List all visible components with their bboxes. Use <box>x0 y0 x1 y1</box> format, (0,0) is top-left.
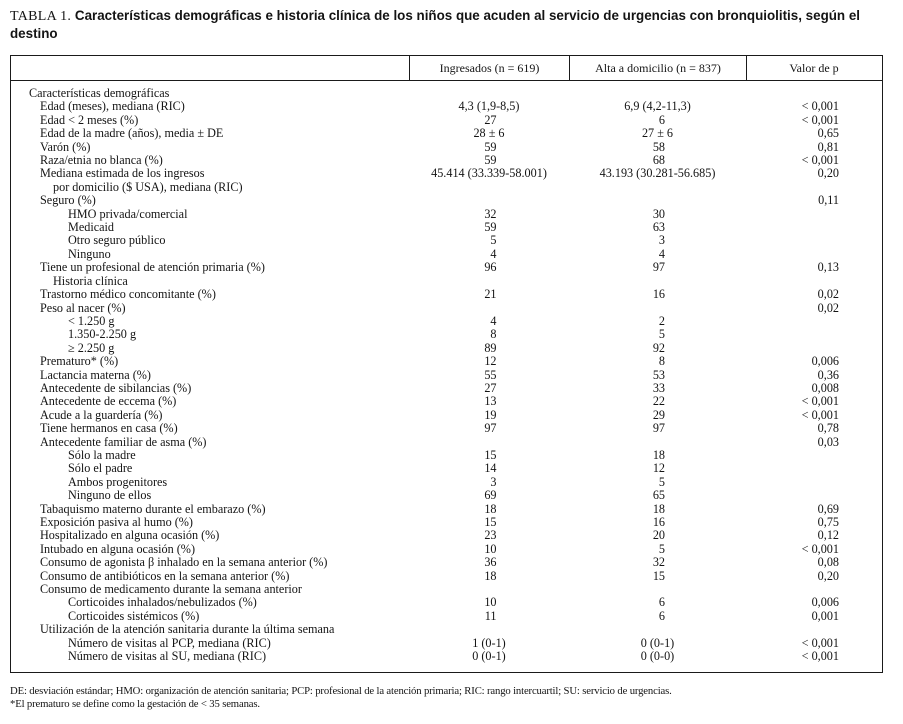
p-value: 0,008 <box>811 380 839 395</box>
p-value: 0,02 <box>817 300 839 315</box>
p-value: 0,006 <box>811 595 839 610</box>
row-label: Edad (meses), mediana (RIC) <box>40 99 185 114</box>
row-label: Antecedente de sibilancias (%) <box>40 380 192 395</box>
p-value <box>746 583 881 596</box>
row-label: Número de visitas al SU, mediana (RIC) <box>68 649 267 664</box>
value-ingresados: 3 <box>490 474 497 489</box>
table-row <box>11 181 882 194</box>
p-value <box>746 449 881 462</box>
table-row <box>11 476 882 489</box>
value-ingresados: 69 <box>484 488 497 503</box>
value-alta-domicilio: 32 <box>652 555 665 570</box>
row-label: Ninguno <box>68 246 111 261</box>
row-label: ≥ 2.250 g <box>68 340 115 355</box>
value-alta-domicilio: 53 <box>652 367 665 382</box>
value-alta-domicilio: 29 <box>652 407 665 422</box>
p-value <box>746 234 881 247</box>
p-value: < 0,001 <box>801 635 839 650</box>
row-label: Historia clínica <box>53 273 128 288</box>
row-label: por domicilio ($ USA), mediana (RIC) <box>53 179 243 194</box>
table-row <box>11 342 882 355</box>
value-alta-domicilio: 63 <box>652 220 665 235</box>
value-ingresados: 4,3 (1,9-8,5) <box>458 99 520 114</box>
table-row <box>11 194 882 207</box>
value-alta-domicilio: 65 <box>652 488 665 503</box>
demographics-table <box>10 55 883 673</box>
table-row <box>11 462 882 475</box>
p-value: 0,36 <box>817 367 839 382</box>
row-label: HMO privada/comercial <box>68 206 188 221</box>
table-number-label: TABLA 1. <box>10 9 72 24</box>
value-alta-domicilio: 6 <box>658 112 665 127</box>
value-alta-domicilio <box>569 623 746 636</box>
row-label: Acude a la guardería (%) <box>40 407 163 422</box>
p-value <box>746 315 881 328</box>
p-value <box>746 489 881 502</box>
value-ingresados: 10 <box>484 595 497 610</box>
row-label: 1.350-2.250 g <box>68 327 137 342</box>
value-ingresados: 5 <box>490 233 497 248</box>
row-label: Medicaid <box>68 220 115 235</box>
value-ingresados <box>409 623 569 636</box>
value-alta-domicilio: 43.193 (30.281-56.685) <box>599 166 716 181</box>
p-value: < 0,001 <box>801 541 839 556</box>
p-value: 0,03 <box>817 434 839 449</box>
table-row <box>11 409 882 422</box>
value-ingresados: 8 <box>490 327 497 342</box>
value-alta-domicilio: 30 <box>652 206 665 221</box>
table-row <box>11 154 882 167</box>
p-value: < 0,001 <box>801 649 839 664</box>
table-row <box>11 234 882 247</box>
value-alta-domicilio: 2 <box>658 313 665 328</box>
value-ingresados <box>409 275 569 288</box>
p-value <box>746 181 881 194</box>
value-alta-domicilio: 58 <box>652 139 665 154</box>
table-title <box>10 8 883 42</box>
row-label: Ambos progenitores <box>68 474 168 489</box>
p-value: 0,20 <box>817 568 839 583</box>
row-label: Número de visitas al PCP, mediana (RIC) <box>68 635 271 650</box>
column-header-alta-domicilio: Alta a domicilio (n = 837) <box>569 56 746 80</box>
value-ingresados: 59 <box>484 220 497 235</box>
table-header-row <box>11 55 882 81</box>
p-value <box>746 462 881 475</box>
table-row <box>11 610 882 623</box>
value-alta-domicilio <box>569 194 746 207</box>
value-ingresados: 12 <box>484 354 497 369</box>
row-label: < 1.250 g <box>68 313 115 328</box>
value-alta-domicilio <box>569 87 746 100</box>
p-value <box>746 87 881 100</box>
value-ingresados <box>409 436 569 449</box>
value-ingresados: 18 <box>484 501 497 516</box>
value-ingresados: 0 (0-1) <box>472 649 506 664</box>
table-row <box>11 650 882 663</box>
value-alta-domicilio: 3 <box>658 233 665 248</box>
table-row <box>11 114 882 127</box>
p-value: < 0,001 <box>801 112 839 127</box>
value-ingresados: 15 <box>484 515 497 529</box>
row-label: Hospitalizado en alguna ocasión (%) <box>40 528 220 543</box>
value-alta-domicilio: 6 <box>658 608 665 623</box>
p-value <box>746 248 881 261</box>
table-row <box>11 275 882 288</box>
p-value: 0,20 <box>817 166 839 181</box>
value-ingresados: 15 <box>484 447 497 462</box>
value-alta-domicilio: 16 <box>652 287 665 302</box>
value-alta-domicilio: 0 (0-1) <box>640 635 675 650</box>
value-ingresados: 11 <box>484 608 497 623</box>
value-ingresados: 96 <box>484 260 497 275</box>
value-ingresados: 97 <box>484 421 497 436</box>
p-value <box>746 623 881 636</box>
value-alta-domicilio: 6,9 (4,2-11,3) <box>624 99 691 114</box>
table-row <box>11 395 882 408</box>
p-value: < 0,001 <box>801 407 839 422</box>
table-row <box>11 302 882 315</box>
table-row <box>11 503 882 516</box>
value-alta-domicilio: 5 <box>658 541 665 556</box>
value-ingresados: 10 <box>484 541 497 556</box>
value-ingresados: 45.414 (33.339-58.001) <box>431 166 547 181</box>
table-row <box>11 369 882 382</box>
value-alta-domicilio <box>569 436 746 449</box>
value-ingresados <box>409 302 569 315</box>
row-label: Varón (%) <box>40 139 91 154</box>
table-row <box>11 623 882 636</box>
footnotes <box>10 685 883 710</box>
value-alta-domicilio: 0 (0-0) <box>640 649 675 664</box>
row-label: Tiene hermanos en casa (%) <box>40 421 178 436</box>
table-row <box>11 167 882 180</box>
table-row <box>11 529 882 542</box>
table-row <box>11 570 882 583</box>
row-label: Corticoides sistémicos (%) <box>68 608 200 623</box>
row-label: Utilización de la atención sanitaria durante la última semana <box>40 622 335 637</box>
p-value: < 0,001 <box>801 99 839 114</box>
p-value: 0,006 <box>811 354 839 369</box>
value-ingresados <box>409 87 569 100</box>
table-row <box>11 208 882 221</box>
value-alta-domicilio: 12 <box>652 461 665 476</box>
value-ingresados: 27 <box>484 112 497 127</box>
row-label: Intubado en alguna ocasión (%) <box>40 541 195 556</box>
table-title-text: Características demográficas e historia clínica de los niños que acuden al servicio de urgencias con bronquiolitis, según el destino <box>10 8 860 41</box>
p-value <box>746 208 881 221</box>
value-alta-domicilio: 18 <box>652 447 665 462</box>
p-value: 0,78 <box>817 421 839 436</box>
p-value: < 0,001 <box>801 153 839 168</box>
p-value: 0,02 <box>817 287 839 302</box>
value-ingresados: 55 <box>484 367 497 382</box>
p-value <box>746 342 881 355</box>
table-row <box>11 221 882 234</box>
table-row <box>11 127 882 140</box>
table-row <box>11 328 882 341</box>
p-value: 0,11 <box>818 193 839 208</box>
value-alta-domicilio: 27 ± 6 <box>641 126 674 141</box>
p-value: < 0,001 <box>801 394 839 409</box>
row-label: Seguro (%) <box>40 193 96 208</box>
value-ingresados <box>409 194 569 207</box>
row-label: Consumo de medicamento durante la semana anterior <box>40 582 302 597</box>
value-ingresados: 32 <box>484 206 497 221</box>
table-row <box>11 288 882 301</box>
value-alta-domicilio: 20 <box>652 528 665 543</box>
p-value: 0,13 <box>817 260 839 275</box>
table-row <box>11 422 882 435</box>
table-row <box>11 543 882 556</box>
value-alta-domicilio: 16 <box>652 515 665 529</box>
value-alta-domicilio <box>569 302 746 315</box>
row-label: Antecedente de eccema (%) <box>40 394 177 409</box>
row-label: Sólo la madre <box>68 447 136 462</box>
row-label: Edad de la madre (años), media ± DE <box>40 126 224 141</box>
value-alta-domicilio <box>569 181 746 194</box>
table-row <box>11 583 882 596</box>
table-row <box>11 141 882 154</box>
value-alta-domicilio: 68 <box>652 153 665 168</box>
row-label: Consumo de agonista β inhalado en la semana anterior (%) <box>40 555 328 570</box>
table-row <box>11 449 882 462</box>
p-value: 0,001 <box>811 608 839 623</box>
p-value <box>746 328 881 341</box>
row-label: Consumo de antibióticos en la semana anterior (%) <box>40 568 290 583</box>
table-row <box>11 436 882 449</box>
table-row <box>11 100 882 113</box>
value-ingresados: 28 ± 6 <box>473 126 505 141</box>
table-row <box>11 382 882 395</box>
value-alta-domicilio: 5 <box>658 474 665 489</box>
value-ingresados: 23 <box>484 528 497 543</box>
footnote-abbreviations: DE: desviación estándar; HMO: organización de atención sanitaria; PCP: profesional de la atención primaria; RIC: rango intercuartil; SU: servicio de urgencias. <box>10 685 672 698</box>
value-alta-domicilio: 92 <box>652 340 665 355</box>
value-ingresados: 89 <box>484 340 497 355</box>
value-alta-domicilio: 97 <box>652 260 665 275</box>
column-header-valor-p: Valor de p <box>746 56 881 80</box>
p-value: 0,08 <box>817 555 839 570</box>
row-label: Tiene un profesional de atención primaria (%) <box>40 260 265 275</box>
value-alta-domicilio: 97 <box>652 421 665 436</box>
row-label: Ninguno de ellos <box>68 488 152 503</box>
p-value: 0,69 <box>817 501 839 516</box>
value-alta-domicilio: 15 <box>652 568 665 583</box>
footnote-asterisk: *El prematuro se define como la gestación de < 35 semanas. <box>10 698 260 711</box>
value-alta-domicilio <box>569 583 746 596</box>
table-row <box>11 261 882 274</box>
table-row <box>11 516 882 529</box>
value-ingresados: 4 <box>490 313 497 328</box>
value-alta-domicilio <box>569 275 746 288</box>
value-ingresados: 4 <box>490 246 497 261</box>
value-ingresados <box>409 583 569 596</box>
value-ingresados: 59 <box>484 139 497 154</box>
table-row <box>11 315 882 328</box>
table-row <box>11 355 882 368</box>
table-row <box>11 248 882 261</box>
column-header-empty <box>11 56 409 80</box>
value-ingresados: 27 <box>484 380 497 395</box>
value-alta-domicilio: 8 <box>658 354 665 369</box>
value-ingresados: 1 (0-1) <box>472 635 506 650</box>
p-value: 0,12 <box>817 528 839 543</box>
value-alta-domicilio: 5 <box>658 327 665 342</box>
value-ingresados: 19 <box>484 407 497 422</box>
row-label: Exposición pasiva al humo (%) <box>40 515 193 529</box>
row-label: Trastorno médico concomitante (%) <box>40 287 216 302</box>
table-row <box>11 489 882 502</box>
value-ingresados: 36 <box>484 555 497 570</box>
table-row <box>11 637 882 650</box>
row-label: Edad < 2 meses (%) <box>40 112 139 127</box>
value-alta-domicilio: 22 <box>652 394 665 409</box>
row-label: Sólo el padre <box>68 461 133 476</box>
p-value <box>746 275 881 288</box>
p-value: 0,81 <box>817 139 839 154</box>
row-label: Tabaquismo materno durante el embarazo (%) <box>40 501 266 516</box>
column-header-ingresados: Ingresados (n = 619) <box>409 56 569 80</box>
value-alta-domicilio: 18 <box>652 501 665 516</box>
value-ingresados: 18 <box>484 568 497 583</box>
value-ingresados: 13 <box>484 394 497 409</box>
row-label: Raza/etnia no blanca (%) <box>40 153 163 168</box>
row-label: Características demográficas <box>29 86 170 100</box>
table-row <box>11 87 882 100</box>
value-alta-domicilio: 33 <box>652 380 665 395</box>
p-value: 0,65 <box>817 126 839 141</box>
p-value <box>746 221 881 234</box>
value-alta-domicilio: 6 <box>658 595 665 610</box>
row-label: Otro seguro público <box>68 233 166 248</box>
table-row <box>11 556 882 569</box>
row-label: Lactancia materna (%) <box>40 367 151 382</box>
value-ingresados: 14 <box>484 461 497 476</box>
table-body <box>11 81 882 672</box>
table-row <box>11 596 882 609</box>
value-ingresados: 59 <box>484 153 497 168</box>
row-label: Antecedente familiar de asma (%) <box>40 434 207 449</box>
row-label: Peso al nacer (%) <box>40 300 126 315</box>
row-label: Mediana estimada de los ingresos <box>40 166 205 181</box>
p-value <box>746 476 881 489</box>
row-label: Corticoides inhalados/nebulizados (%) <box>68 595 257 610</box>
value-ingresados: 21 <box>484 287 497 302</box>
value-alta-domicilio: 4 <box>658 246 665 261</box>
p-value: 0,75 <box>817 515 839 529</box>
row-label: Prematuro* (%) <box>40 354 119 369</box>
value-ingresados <box>409 181 569 194</box>
